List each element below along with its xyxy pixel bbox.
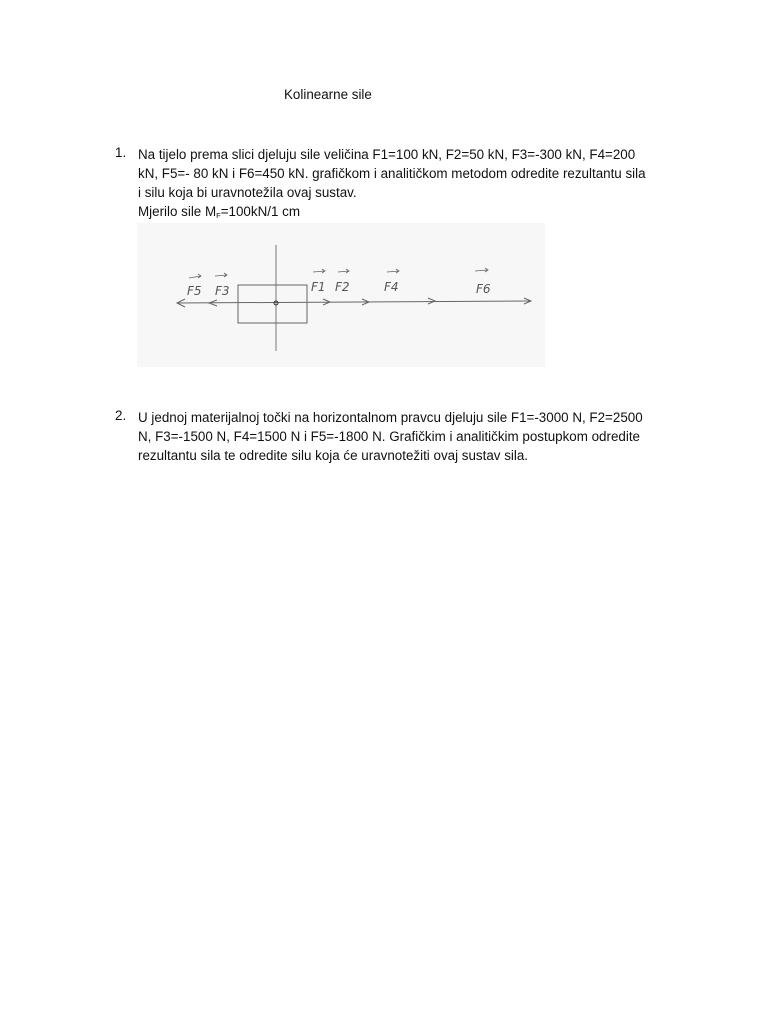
label-f1-text: F1 xyxy=(311,280,326,294)
label-f6-text: F6 xyxy=(476,282,491,296)
force-scale xyxy=(138,202,678,225)
problem-number: 1. xyxy=(115,145,127,160)
page-title: Kolinearne sile xyxy=(284,87,372,102)
label-f5-text: F5 xyxy=(187,284,202,298)
text-line: Na tijelo prema slici djeluju sile veličina F1=100 kN, F2=50 kN, F3=-300 kN, F4=200 xyxy=(138,147,636,162)
problem-number: 2. xyxy=(115,408,127,423)
text-line: N, F3=-1500 N, F4=1500 N i F5=-1800 N. Grafičkim i analitičkim postupkom odredite xyxy=(138,429,640,444)
text-line: rezultantu sila te odredite silu koja će uravnotežiti ovaj sustav sila. xyxy=(138,448,529,463)
scale-subscript: F xyxy=(216,211,221,220)
scale-prefix: Mjerilo sile M xyxy=(138,204,217,219)
label-f2-text: F2 xyxy=(335,280,350,294)
text-line: i silu koja bi uravnotežila ovaj sustav. xyxy=(138,185,357,200)
problem-text xyxy=(138,408,678,465)
scale-suffix: =100kN/1 cm xyxy=(220,204,300,219)
text-line: kN, F5=- 80 kN i F6=450 kN. grafičkom i analitičkom metodom odredite rezultantu sila xyxy=(138,166,646,181)
problem-text xyxy=(138,145,678,225)
text-line: U jednoj materijalnoj točki na horizontalnom pravcu djeluju sile F1=-3000 N, F2=2500 xyxy=(138,410,643,425)
label-f4-text: F4 xyxy=(384,280,399,294)
force-diagram xyxy=(137,223,545,367)
label-f3-text: F3 xyxy=(215,284,230,298)
